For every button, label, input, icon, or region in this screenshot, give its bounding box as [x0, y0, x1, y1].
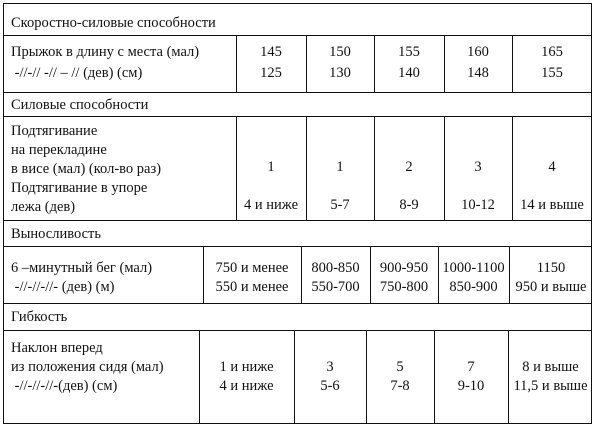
cell-value: 3 — [326, 359, 334, 375]
cell-value: 1150 — [536, 260, 566, 276]
label-pullup-2: на перекладине — [11, 142, 107, 158]
cell-value: 148 — [467, 65, 489, 81]
divider — [4, 246, 591, 247]
col-divider — [199, 330, 200, 423]
cell-value: 850-900 — [449, 279, 498, 295]
cell-value: 4 — [548, 159, 556, 175]
label-pullup-4: Подтягивание в упоре — [11, 180, 148, 196]
cell-value: 750 и менее — [215, 260, 289, 276]
section-title-speed-strength: Скоростно-силовые способности — [11, 15, 216, 31]
divider — [4, 92, 591, 93]
cell-value: 4 и ниже — [219, 378, 274, 394]
label-run-1: 6 –минутный бег (мал) — [11, 260, 153, 276]
label-pullup-1: Подтягивание — [11, 123, 98, 139]
cell-value: 800-850 — [311, 260, 360, 276]
label-long-jump-1: Прыжок в длину с места (мал) — [11, 44, 200, 60]
cell-value: 8 и выше — [522, 359, 579, 375]
standards-table — [3, 3, 592, 424]
cell-value: 7 — [467, 359, 475, 375]
label-pullup-5: лежа (дев) — [11, 199, 76, 215]
cell-value: 2 — [405, 159, 413, 175]
divider — [4, 116, 591, 117]
cell-value: 1 — [336, 159, 344, 175]
label-pullup-3: в висе (мал) (кол-во раз) — [11, 161, 162, 177]
divider — [4, 330, 591, 331]
cell-value: 160 — [467, 44, 489, 60]
cell-value: 14 и выше — [520, 197, 584, 213]
label-bend-2: из положения сидя (мал) — [11, 359, 164, 375]
cell-value: 155 — [398, 44, 420, 60]
label-long-jump-2: -//-// -// – // (дев) (см) — [11, 65, 143, 81]
cell-value: 140 — [398, 65, 420, 81]
cell-value: 145 — [260, 44, 282, 60]
cell-value: 150 — [329, 44, 351, 60]
cell-value: 10-12 — [461, 197, 495, 213]
cell-value: 5-7 — [330, 197, 350, 213]
cell-value: 900-950 — [379, 260, 429, 276]
cell-value: 130 — [329, 65, 351, 81]
col-divider — [508, 330, 509, 423]
cell-value: 5-6 — [320, 378, 340, 394]
cell-value: 750-800 — [379, 279, 429, 295]
cell-value: 165 — [541, 44, 563, 60]
divider — [4, 35, 591, 36]
col-divider — [294, 330, 295, 423]
cell-value: 1000-1100 — [442, 260, 505, 276]
col-divider — [366, 330, 367, 423]
label-bend-1: Наклон вперед — [11, 340, 103, 356]
cell-value: 8-9 — [399, 197, 419, 213]
divider — [4, 220, 591, 221]
cell-value: 125 — [260, 65, 282, 81]
cell-value: 550-700 — [311, 279, 360, 295]
cell-value: 1 и ниже — [219, 359, 274, 375]
cell-value: 1 — [267, 159, 275, 175]
cell-value: 550 и менее — [215, 279, 289, 295]
cell-value: 5 — [396, 359, 404, 375]
cell-value: 9-10 — [457, 378, 485, 394]
section-title-flexibility: Гибкость — [11, 309, 68, 325]
cell-value: 11,5 и выше — [513, 378, 588, 394]
label-bend-3: -//-//-//-(дев) (см) — [11, 378, 118, 394]
cell-value: 155 — [541, 65, 563, 81]
col-divider — [434, 330, 435, 423]
label-run-2: -//-//-//- (дев) (м) — [11, 279, 115, 295]
section-title-strength: Силовые способности — [11, 97, 149, 113]
section-title-endurance: Выносливость — [11, 226, 101, 242]
cell-value: 7-8 — [390, 378, 410, 394]
cell-value: 3 — [474, 159, 482, 175]
divider — [4, 303, 591, 304]
cell-value: 4 и ниже — [243, 197, 299, 213]
cell-value: 950 и выше — [515, 279, 587, 295]
